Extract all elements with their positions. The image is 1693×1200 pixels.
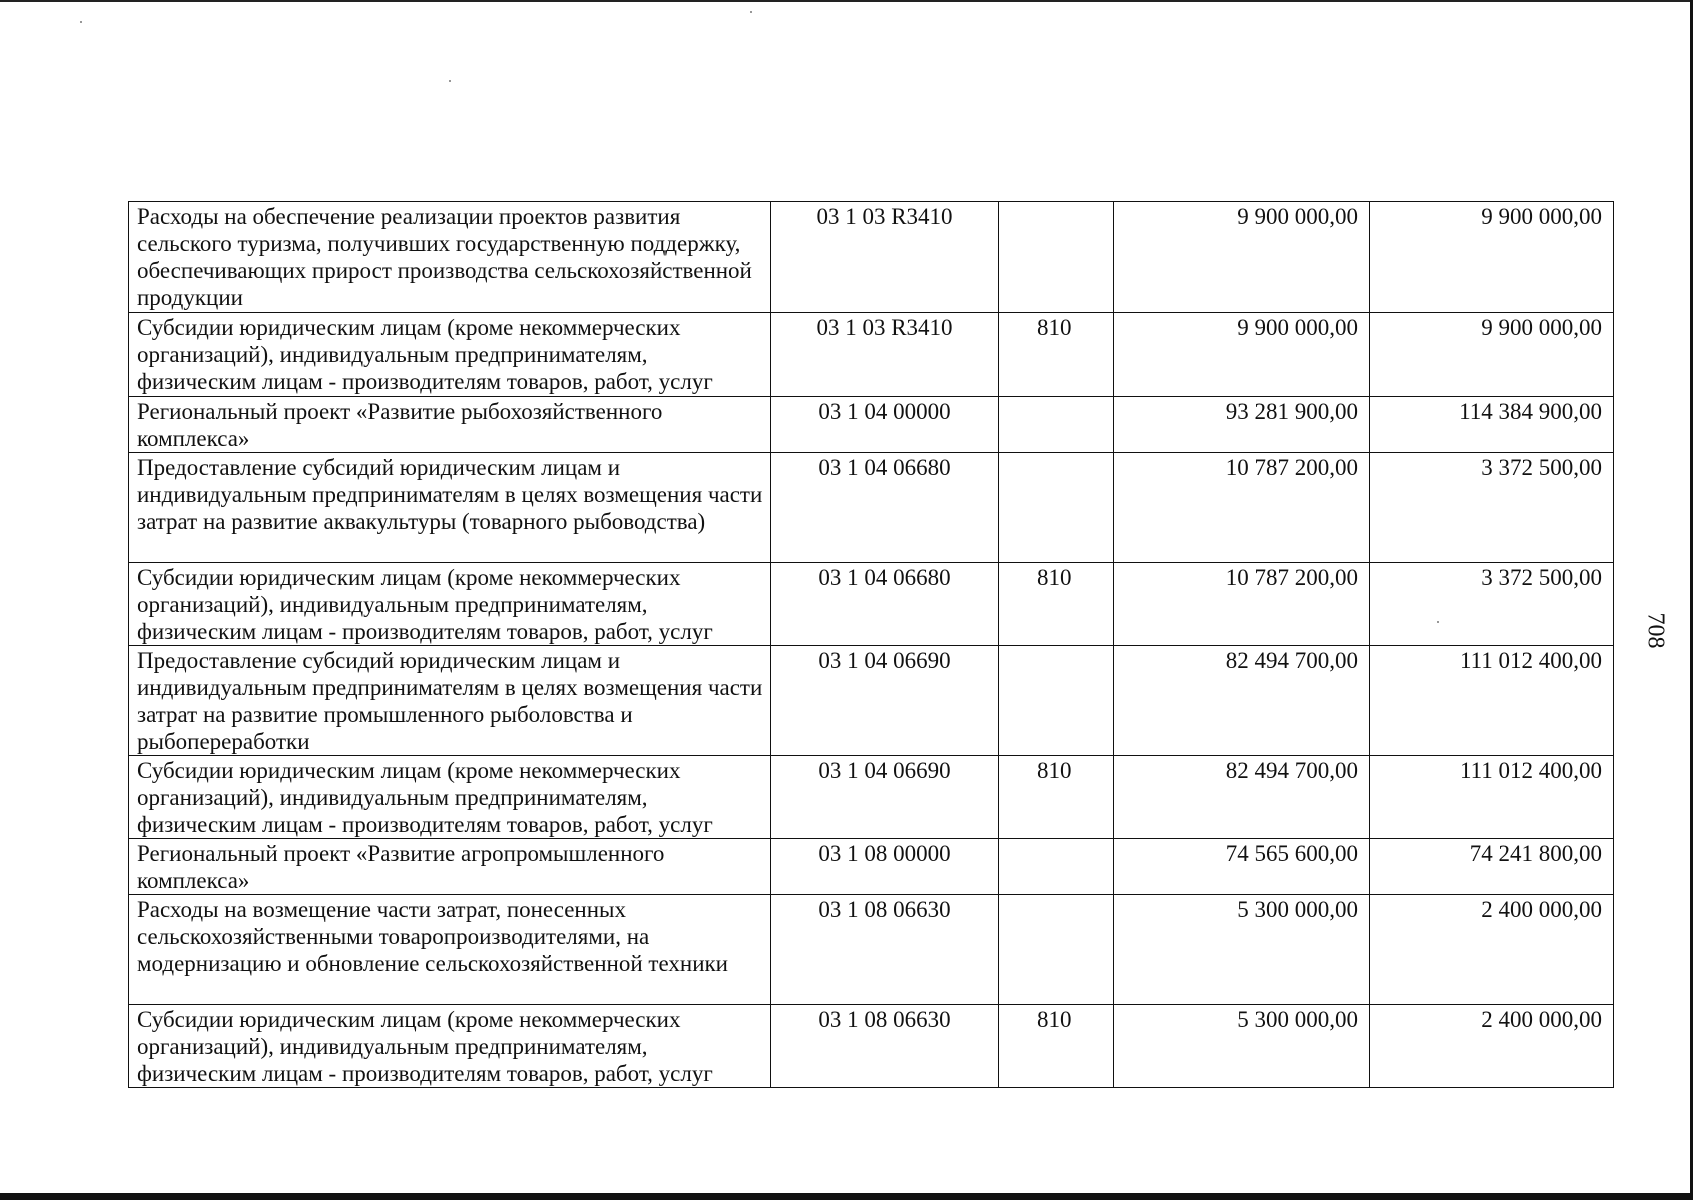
row-csr-code: 03 1 03 R3410 <box>771 313 999 397</box>
row-sum-year-2: 111 012 400,00 <box>1370 646 1614 756</box>
row-sum-year-1: 93 281 900,00 <box>1114 397 1370 453</box>
scan-speck <box>750 11 752 13</box>
row-name: Субсидии юридическим лицам (кроме некоммерческих организаций), индивидуальным предпринимателям, физическим лицам - производителям товаров, работ, услуг <box>129 1005 771 1088</box>
row-expense-type <box>999 839 1114 895</box>
row-csr-code: 03 1 04 06680 <box>771 453 999 563</box>
row-sum-year-2: 111 012 400,00 <box>1370 756 1614 839</box>
row-sum-year-1: 82 494 700,00 <box>1114 646 1370 756</box>
table-row <box>129 646 1614 756</box>
row-sum-year-2: 2 400 000,00 <box>1370 895 1614 1005</box>
row-csr-code: 03 1 04 06690 <box>771 646 999 756</box>
row-name: Субсидии юридическим лицам (кроме некоммерческих организаций), индивидуальным предпринимателям, физическим лицам - производителям товаров, работ, услуг <box>129 563 771 646</box>
row-expense-type <box>999 895 1114 1005</box>
row-sum-year-2: 114 384 900,00 <box>1370 397 1614 453</box>
row-expense-type: 810 <box>999 563 1114 646</box>
row-expense-type <box>999 202 1114 313</box>
table-row <box>129 397 1614 453</box>
table-row <box>129 1005 1614 1088</box>
page-number: 708 <box>1642 612 1669 649</box>
row-sum-year-2: 3 372 500,00 <box>1370 453 1614 563</box>
row-sum-year-1: 5 300 000,00 <box>1114 1005 1370 1088</box>
table-row <box>129 313 1614 397</box>
row-sum-year-2: 2 400 000,00 <box>1370 1005 1614 1088</box>
row-sum-year-1: 10 787 200,00 <box>1114 453 1370 563</box>
row-sum-year-1: 10 787 200,00 <box>1114 563 1370 646</box>
row-csr-code: 03 1 08 00000 <box>771 839 999 895</box>
row-sum-year-1: 5 300 000,00 <box>1114 895 1370 1005</box>
row-expense-type: 810 <box>999 1005 1114 1088</box>
row-name: Региональный проект «Развитие агропромышленного комплекса» <box>129 839 771 895</box>
row-csr-code: 03 1 03 R3410 <box>771 202 999 313</box>
row-expense-type <box>999 397 1114 453</box>
scan-speck <box>449 80 451 82</box>
table-row <box>129 563 1614 646</box>
row-csr-code: 03 1 04 06690 <box>771 756 999 839</box>
table-row <box>129 202 1614 313</box>
row-name: Региональный проект «Развитие рыбохозяйственного комплекса» <box>129 397 771 453</box>
row-sum-year-1: 82 494 700,00 <box>1114 756 1370 839</box>
row-expense-type: 810 <box>999 313 1114 397</box>
row-sum-year-1: 74 565 600,00 <box>1114 839 1370 895</box>
table-row <box>129 453 1614 563</box>
row-csr-code: 03 1 08 06630 <box>771 895 999 1005</box>
row-name: Предоставление субсидий юридическим лицам и индивидуальным предпринимателям в целях возмещения части затрат на развитие промышленного рыболовства и рыбопереработки <box>129 646 771 756</box>
table-row <box>129 895 1614 1005</box>
scan-border-bottom <box>0 1193 1693 1200</box>
row-expense-type <box>999 453 1114 563</box>
row-name: Субсидии юридическим лицам (кроме некоммерческих организаций), индивидуальным предпринимателям, физическим лицам - производителям товаров, работ, услуг <box>129 756 771 839</box>
row-sum-year-2: 9 900 000,00 <box>1370 313 1614 397</box>
row-sum-year-2: 9 900 000,00 <box>1370 202 1614 313</box>
row-name: Расходы на возмещение части затрат, понесенных сельскохозяйственными товаропроизводителями, на модернизацию и обновление сельскохозяйственной техники <box>129 895 771 1005</box>
table-row <box>129 756 1614 839</box>
scan-border-top <box>0 0 1693 2</box>
row-name: Расходы на обеспечение реализации проектов развития сельского туризма, получивших государственную поддержку, обеспечивающих прирост производства сельскохозяйственной продукции <box>129 202 771 313</box>
row-sum-year-2: 3 372 500,00 <box>1370 563 1614 646</box>
row-expense-type <box>999 646 1114 756</box>
row-name: Субсидии юридическим лицам (кроме некоммерческих организаций), индивидуальным предпринимателям, физическим лицам - производителям товаров, работ, услуг <box>129 313 771 397</box>
row-sum-year-2: 74 241 800,00 <box>1370 839 1614 895</box>
scan-speck <box>80 21 82 23</box>
row-name: Предоставление субсидий юридическим лицам и индивидуальным предпринимателям в целях возмещения части затрат на развитие аквакультуры (товарного рыбоводства) <box>129 453 771 563</box>
row-sum-year-1: 9 900 000,00 <box>1114 202 1370 313</box>
budget-table-body <box>129 202 1614 1088</box>
table-row <box>129 839 1614 895</box>
budget-table <box>128 201 1614 1088</box>
row-csr-code: 03 1 04 06680 <box>771 563 999 646</box>
row-csr-code: 03 1 04 00000 <box>771 397 999 453</box>
row-csr-code: 03 1 08 06630 <box>771 1005 999 1088</box>
row-expense-type: 810 <box>999 756 1114 839</box>
row-sum-year-1: 9 900 000,00 <box>1114 313 1370 397</box>
